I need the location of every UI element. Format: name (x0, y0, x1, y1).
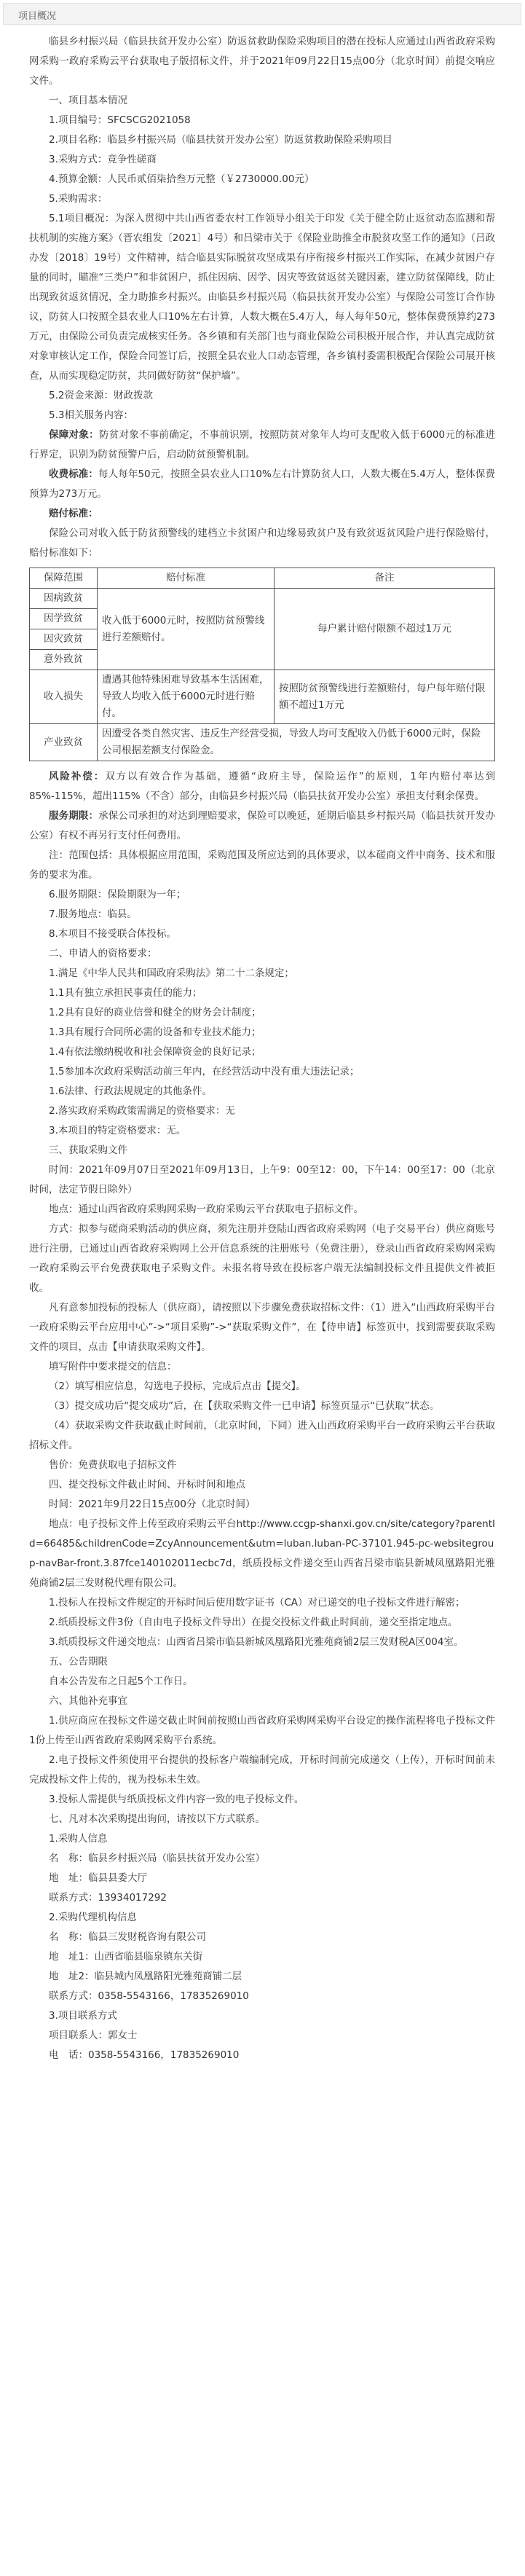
table-header-note: 备注 (275, 568, 495, 589)
agency-heading: 2.采购代理机构信息 (49, 1912, 137, 1923)
guarantee-object (29, 425, 495, 465)
qualification-item: 3.本项目的特定资格要求：无。 (49, 1125, 186, 1136)
section-header-title: 项目概况 (18, 11, 57, 22)
section-6-heading: 六、其他补充事宜 (49, 1695, 127, 1707)
compensation-label: 赔付标准： (49, 508, 98, 519)
guarantee-text: 防贫对象不事前确定，不事前识别，按照防贫对象年人均可支配收入低于6000元的标准进行界定，识别为防贫预警户后，启动防贫预警机制。 (29, 429, 496, 460)
table-cell-scope: 因灾致贫 (30, 629, 98, 650)
acquire-time: 时间：2021年09月07日至2021年09月13日，上午9：00至12：00，下午14：00至17：00（北京时间，法定节假日除外） (29, 1164, 495, 1195)
other-item: 3.投标人需提供与纸质投标文件内容一致的电子投标文件。 (49, 1794, 304, 1805)
period-label: 服务期限： (49, 810, 99, 822)
risk-text: 双方以有效合作为基础，遵循“政府主导，保险运作”的原则，1年内赔付率达到85%-115%，超出115%（不含）部分，由临县乡村振兴局（临县扶贫开发办公室）承担支付剩余保费。 (29, 771, 496, 802)
compensation-text: 保险公司对收入低于防贫预警线的建档立卡贫困户和边缘易致贫户及有致贫返贫风险户进行保险赔付，赔付标准如下： (29, 527, 495, 559)
table-cell-scope: 因病致贫 (30, 589, 98, 609)
qualification-item: 1.4有依法缴纳税收和社会保障资金的良好记录； (49, 1046, 261, 1058)
fee-standard (29, 465, 495, 504)
table-cell-scope: 意外致贫 (30, 650, 98, 670)
section-header-bar (3, 3, 521, 25)
table-header-standard: 赔付标准 (98, 568, 275, 589)
qualification-item: 1.5参加本次政府采购活动前三年内，在经营活动中没有重大违法记录； (49, 1066, 360, 1077)
risk-label: 风险补偿： (49, 771, 106, 782)
table-row (30, 670, 495, 724)
intro-paragraph: 临县乡村振兴局（临县扶贫开发办公室）防返贫救助保险采购项目的潜在投标人应通过山西省政府采购网采购一政府采购云平台获取电子版招标文件，并于2021年09月22日15点00分（北京时间）前提交响应文件。 (29, 36, 495, 87)
compensation-standard (29, 504, 495, 524)
acquire-method: 方式：拟参与磋商采购活动的供应商，须先注册并登陆山西省政府采购网（电子交易平台）供应商账号进行注册，已通过山西省政府采购网上公开信息系统的注册账号（免费注册），登录山西省政府采购网采购一政府采购云平台免费获取电子采购文件。未报名将导致在投标客户端无法编制投标文件且提供文件被拒收。 (29, 1223, 495, 1294)
qualification-item: 2.落实政府采购政策需满足的资格要求：无 (49, 1105, 235, 1117)
table-row (30, 589, 495, 609)
consortium-note: 8.本项目不接受联合体投标。 (49, 928, 176, 940)
project-name: 2.项目名称：临县乡村振兴局（临县扶贫开发办公室）防返贫救助保险采购项目 (49, 134, 392, 146)
budget-amount: 4.预算金额：人民币贰佰柒拾叁万元整（￥2730000.00元） (49, 173, 315, 185)
qualification-item: 1.2具有良好的商业信誉和健全的财务会计制度； (49, 1007, 261, 1018)
procurement-method: 3.采购方式：竞争性磋商 (49, 154, 157, 165)
table-header-row (30, 568, 495, 589)
service-term: 6.服务期限：保险期限为一年； (49, 889, 186, 900)
agency-address-1: 地 址1：山西省临县临泉镇东关街 (49, 1951, 203, 1963)
acquire-step: （2）填写相应信息，勾选电子投标，完成后点击【提交】。 (49, 1381, 306, 1392)
section-4-heading: 四、提交投标文件截止时间、开标时间和地点 (49, 1479, 245, 1491)
purchaser-phone: 联系方式：13934017292 (49, 1892, 167, 1904)
acquire-step: （3）提交成功后“提交成功”后，在【获取采购文件一已申请】标签页显示“已获取”状态。 (49, 1400, 440, 1412)
fund-source: 5.2资金来源：财政拨款 (49, 390, 153, 401)
project-contact-phone: 电 话：0358-5543166，17835269010 (49, 2049, 240, 2061)
project-contact-heading: 3.项目联系方式 (49, 2010, 117, 2022)
acquire-price: 售价：免费获取电子招标文件 (49, 1459, 177, 1471)
other-item: 1.供应商应在投标文件递交截止时间前按照山西省政府采购网采购平台设定的操作流程将电子投标文件1份上传至山西省政府采购网采购平台系统。 (29, 1715, 495, 1746)
risk-compensation (29, 767, 495, 806)
section-5-heading: 五、公告期限 (49, 1656, 108, 1668)
qualification-item: 1.1具有独立承担民事责任的能力； (49, 987, 202, 999)
project-number: 1.项目编号：SFCSCG2021058 (49, 114, 191, 126)
table-cell-standard: 遭遇其他特殊困难导致基本生活困难，导致人均收入低于6000元时进行赔付。 (98, 670, 275, 724)
other-item: 2.电子投标文件须使用平台提供的投标客户端编制完成，开标时间前完成递交（上传），开标时间前未完成投标文件上传的，视为投标未生效。 (29, 1754, 495, 1786)
qualification-item: 1.满足《中华人民共和国政府采购法》第二十二条规定； (49, 967, 294, 979)
section-2-heading: 二、申请人的资格要求： (49, 948, 157, 959)
table-cell-scope: 因学致贫 (30, 609, 98, 629)
table-cell-scope: 收入损失 (30, 670, 98, 724)
table-cell-scope: 产业致贫 (30, 724, 98, 761)
submit-time: 时间：2021年9月22日15点00分（北京时间） (49, 1499, 256, 1510)
section-3-heading: 三、获取采购文件 (49, 1144, 127, 1156)
fee-label: 收费标准： (49, 468, 99, 480)
qualification-item: 1.6法律、行政法规规定的其他条件。 (49, 1085, 212, 1097)
purchaser-name: 名 称：临县乡村振兴局（临县扶贫开发办公室） (49, 1853, 265, 1864)
table-cell-standard: 收入低于6000元时，按照防贫预警线进行差额赔付。 (98, 589, 275, 670)
acquire-place: 地点：通过山西省政府采购网采购一政府采购云平台获取电子招标文件。 (49, 1203, 363, 1215)
submit-item: 3.纸质投标文件递交地点：山西省吕梁市临县新城凤凰路阳光雅苑商铺2层三发财税A区004室。 (49, 1636, 464, 1648)
announcement-content (29, 32, 495, 2065)
table-header-scope: 保障范围 (30, 568, 98, 589)
acquire-flow: 凡有意参加投标的投标人（供应商），请按照以下步骤免费获取招标文件：（1）进入“山西政府采购平台一政府采购云平台应用中心”->“项目采购”->“获取采购文件”，在【待申请】标签页中，找到需要获取采购文件的项目，点击【申请获取采购文件】。 (29, 1302, 495, 1353)
period-text: 承保公司承担的对达到理赔要求，保险可以晚延，延期后临县乡村振兴局（临县扶贫开发办公室）有权不再另行支付任何费用。 (29, 810, 495, 841)
project-contact-person: 项目联系人：郭女士 (49, 2030, 138, 2041)
agency-phone: 联系方式：0358-5543166，17835269010 (49, 1990, 249, 2002)
compensation-table (29, 568, 495, 761)
acquire-step: （4）获取采购文件获取截止时间前，（北京时间，下同）进入山西政府采购平台一政府采购云平台获取招标文件。 (29, 1420, 495, 1451)
submit-item: 2.纸质投标文件3份（自由电子投标文件导出）在提交投标文件截止时间前，递交至指定地点。 (49, 1617, 458, 1628)
table-cell-note: 每户累计赔付限额不超过1万元 (275, 589, 495, 670)
scope-note: 注：范围包括：具体根据应用范围，采购范围及所应达到的具体要求，以本磋商文件中商务、技术和服务的要求为准。 (29, 849, 495, 881)
procurement-requirement: 5.采购需求： (49, 193, 108, 205)
service-content: 5.3相关服务内容： (49, 409, 133, 421)
agency-address-2: 地 址2：临县城内凤凰路阳光雅苑商铺二层 (49, 1971, 242, 1982)
section-7-heading: 七、凡对本次采购提出询问，请按以下方式联系。 (49, 1813, 265, 1825)
qualification-item: 1.3具有履行合同所必需的设备和专业技术能力； (49, 1026, 261, 1038)
table-row (30, 724, 495, 761)
table-cell-standard: 因遭受各类自然灾害、违反生产经营受损，导致人均可支配收入仍低于6000元时，保险公司根据差额支付保险金。 (98, 724, 495, 761)
purchaser-heading: 1.采购人信息 (49, 1833, 108, 1845)
agency-name: 名 称：临县三发财税咨询有限公司 (49, 1931, 206, 1943)
table-cell-note: 按照防贫预警线进行差额赔付，每户每年赔付限额不超过1万元 (275, 670, 495, 724)
submit-place: 地点：电子投标文件上传至政府采购云平台http://www.ccgp-shanxi.gov.cn/site/category?parentId=66485&childrenCode=ZcyAnnouncement&utm=luban.luban-PC-37101.945-pc-websitegroup-navBar-front.3.87fce140102011ecbc7d，纸质投标文件递交至山西省吕梁市临县新城凤凰路阳光雅苑商铺2层三发财税代理有限公司。 (29, 1518, 495, 1589)
fee-text: 每人每年50元，按照全县农业人口10%左右计算防贫人口，人数大概在5.4万人，整体保费预算为273万元。 (29, 468, 496, 500)
acquire-fill: 填写附件中要求提交的信息： (49, 1361, 177, 1373)
project-overview: 5.1项目概况：为深入贯彻中共山西省委农村工作领导小组关于印发《关于健全防止返贫动态监测和帮扶机制的实施方案》（晋农组发〔2021〕4号）和吕梁市关于《保险业助推全市脱贫攻坚工作的通知》（吕政办发〔2018〕19号）文件精神，结合临县实际脱贫攻坚成果有序衔接乡村振兴工作实际，在减少贫困户存量的同时，瞄准“三类户”和非贫困户，抓住因病、因学、因灾等致贫返贫关键因素，建立防贫保障线，防止出现致贫返贫情况，全力助推乡村振兴。由临县乡村振兴局（临县扶贫开发办公室）与保险公司签订合作协议，防贫人口按照全县农业人口10%左右计算，人数大概在5.4万人，每人每年50元，整体保费预算约273万元，由保险公司负责完成核实任务。各乡镇和有关部门也与商业保险公司积极开展合作，并认真完成防贫对象审核认定工作，保险合同签订后，按照全县农业人口动态管理，各乡镇村委需积极配合保险公司展开核查，从而实现稳定防贫，共同做好防贫“保护墙”。 (29, 213, 495, 382)
service-period (29, 806, 495, 846)
announcement-period: 自本公告发布之日起5个工作日。 (49, 1676, 193, 1687)
service-location: 7.服务地点：临县。 (49, 908, 137, 920)
purchaser-address: 地 址：临县县委大厅 (49, 1872, 147, 1884)
submit-item: 1.投标人在投标文件规定的开标时间后使用数字证书（CA）对已递交的电子投标文件进行解密； (49, 1597, 465, 1609)
guarantee-label: 保障对象： (49, 429, 99, 441)
section-1-heading: 一、项目基本情况 (49, 95, 127, 106)
